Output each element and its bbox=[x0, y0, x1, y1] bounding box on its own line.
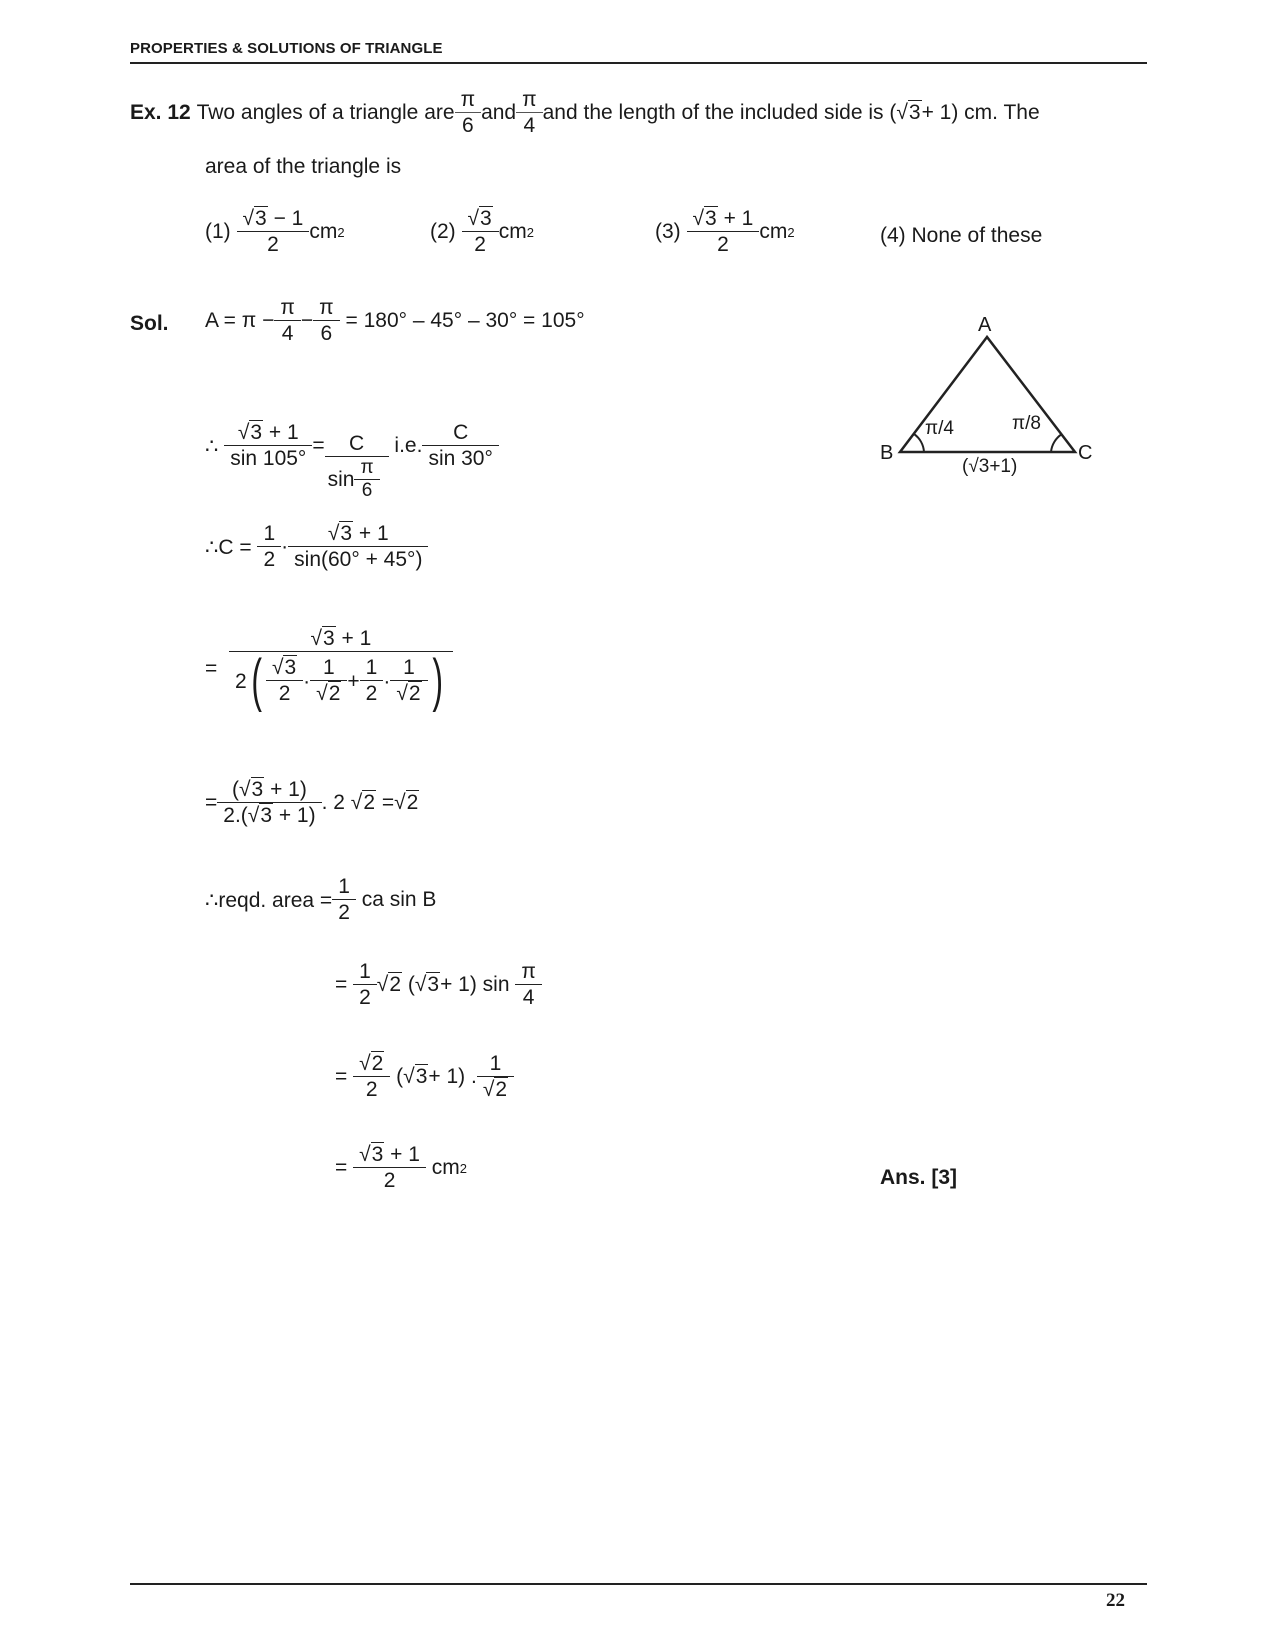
question-label: Ex. 12 bbox=[130, 101, 191, 125]
vertex-b-label: B bbox=[880, 442, 894, 464]
angle-c-arc bbox=[1051, 434, 1062, 452]
option-1: (1) $\frac{√3 - 1}{2}$ cm 2 bbox=[205, 207, 345, 257]
solution-line-4: = √3 + 1 2 ( $\frac{√3}{2}$ · $\frac{1}{√2}$ + $\frac{1}{2}$ · $\frac{1}{√2}$ ) bbox=[205, 627, 453, 710]
base-length-label: (√3+1) bbox=[962, 456, 1018, 477]
vertex-c-label: C bbox=[1078, 442, 1093, 464]
question-text-2: and the length of the included side is ( bbox=[542, 101, 897, 125]
solution-line-1: A = π − $\frac{\pi}{4}$ − $\frac{\pi}{6}$ = 180° – 45° – 30° = 105° bbox=[205, 296, 585, 346]
header-rule bbox=[130, 62, 1147, 64]
question-text-3: + 1) cm. The bbox=[921, 101, 1040, 125]
solution-line-2: ∴ $\frac{√3 + 1}{\sin 105^\circ}$ = C sin $\frac{\pi}{6}$ i.e. $\frac{C}{\sin 30^\circ}$ bbox=[205, 390, 499, 503]
angle2-fraction: $\frac{\pi}{4}$ bbox=[519, 88, 540, 138]
sqrt-3: √3 bbox=[896, 101, 921, 125]
solution-line-8: = $\frac{√2}{2}$ ( √ 3 + 1) . $\frac{1}{√2}$ bbox=[335, 1052, 514, 1102]
footer-rule bbox=[130, 1583, 1147, 1585]
angle-c-label: π/8 bbox=[1012, 413, 1041, 434]
angle-b-label: π/4 bbox=[925, 418, 954, 439]
angle1-fraction: $\frac{\pi}{6}$ bbox=[458, 88, 479, 138]
question-line-2: area of the triangle is bbox=[205, 155, 402, 178]
solution-line-5: = $\frac{(√3 + 1)}{2.(√3 + 1)}$ . 2 √ 2 = √ 2 bbox=[205, 778, 419, 828]
option-2: (2) $\frac{√3}{2}$ cm 2 bbox=[430, 207, 534, 257]
solution-label: Sol. bbox=[130, 312, 169, 335]
solution-line-6: ∴reqd. area = $\frac{1}{2}$ ca sin B bbox=[205, 875, 437, 925]
solution-line-7: = $\frac{1}{2}$ √ 2 ( √ 3 + 1) sin $\frac{\pi}{4}$ bbox=[335, 960, 542, 1010]
page-header-title: PROPERTIES & SOLUTIONS OF TRIANGLE bbox=[130, 40, 443, 57]
vertex-a-label: A bbox=[978, 314, 992, 336]
option-3: (3) $\frac{√3 + 1}{2}$ cm 2 bbox=[655, 207, 795, 257]
and-text: and bbox=[481, 101, 517, 125]
solution-line-9: = $\frac{√3 + 1}{2}$ cm 2 bbox=[335, 1143, 468, 1193]
question-text: Two angles of a triangle are bbox=[196, 101, 455, 125]
option-4: (4) None of these bbox=[880, 224, 1043, 247]
answer-label: Ans. [3] bbox=[880, 1166, 958, 1189]
page-number: 22 bbox=[1106, 1590, 1125, 1611]
angle-b-arc bbox=[914, 434, 924, 452]
solution-line-3: ∴C = $\frac{1}{2}$ · $\frac{√3 + 1}{\sin(60^\circ + 45^\circ)}$ bbox=[205, 522, 428, 572]
question-line-1 bbox=[130, 88, 1040, 138]
